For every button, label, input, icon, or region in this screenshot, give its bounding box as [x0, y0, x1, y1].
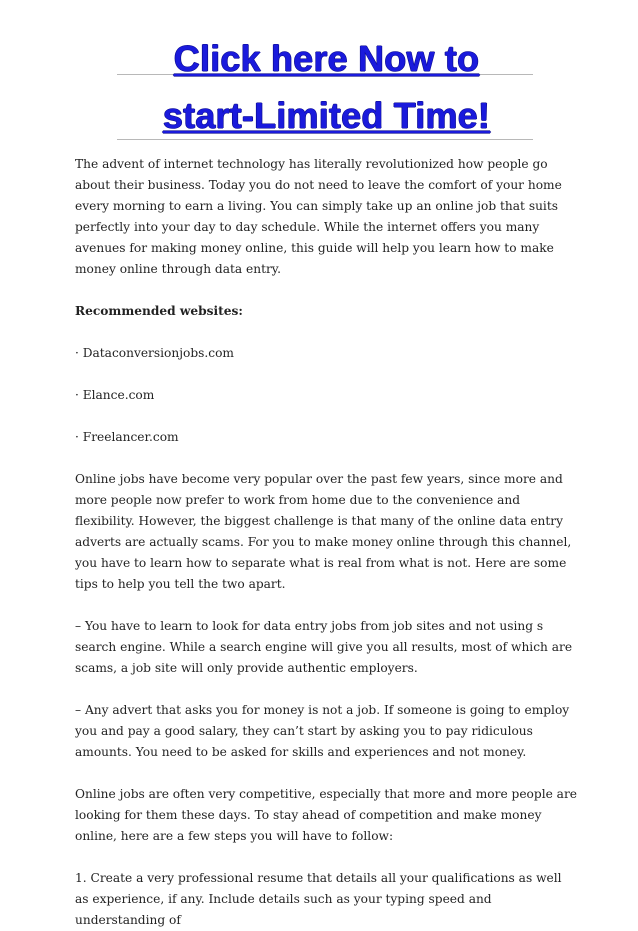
website-item-dataconversionjobs: · Dataconversionjobs.com: [75, 346, 234, 360]
website-item-elance: · Elance.com: [75, 388, 155, 402]
tip-job-sites: – You have to learn to look for data entry jobs from job sites and not using s search engine. While a search engine will give you all results, most of which are scams, a job site will only provide authentic employers.: [75, 619, 573, 675]
article-body: [75, 154, 578, 931]
website-item-freelancer: · Freelancer.com: [75, 430, 179, 444]
competition-paragraph: Online jobs are often very competitive, especially that more and more people are looking for them these days. To stay ahead of competition and make money online, here are a few steps you will have to follow:: [75, 787, 577, 843]
cta-line-2[interactable]: start-Limited Time!: [162, 95, 491, 136]
cta-link[interactable]: [75, 30, 578, 140]
cta-line-1[interactable]: Click here Now to: [173, 38, 480, 79]
recommended-heading: Recommended websites:: [75, 304, 243, 318]
tip-no-money: – Any advert that asks you for money is not a job. If someone is going to employ you and pay a good salary, they can’t start by asking you to pay ridiculous amounts. You need to be asked for skills and experiences and not money.: [75, 703, 570, 759]
scams-paragraph: Online jobs have become very popular over the past few years, since more and more people now prefer to work from home due to the convenience and flexibility. However, the biggest challenge is that many of the online data entry adverts are actually scams. For you to make money online through this channel, you have to learn how to separate what is real from what is not. Here are some tips to help you tell the two apart.: [75, 472, 572, 591]
intro-paragraph: The advent of internet technology has literally revolutionized how people go about their business. Today you do not need to leave the comfort of your home every morning to earn a living. You can simply take up an online job that suits perfectly into your day to day schedule. While the internet offers you many avenues for making money online, this guide will help you learn how to make money online through data entry.: [75, 157, 562, 276]
step-1-paragraph: 1. Create a very professional resume that details all your qualifications as well as experience, if any. Include details such as your typing speed and understanding of: [75, 871, 562, 927]
